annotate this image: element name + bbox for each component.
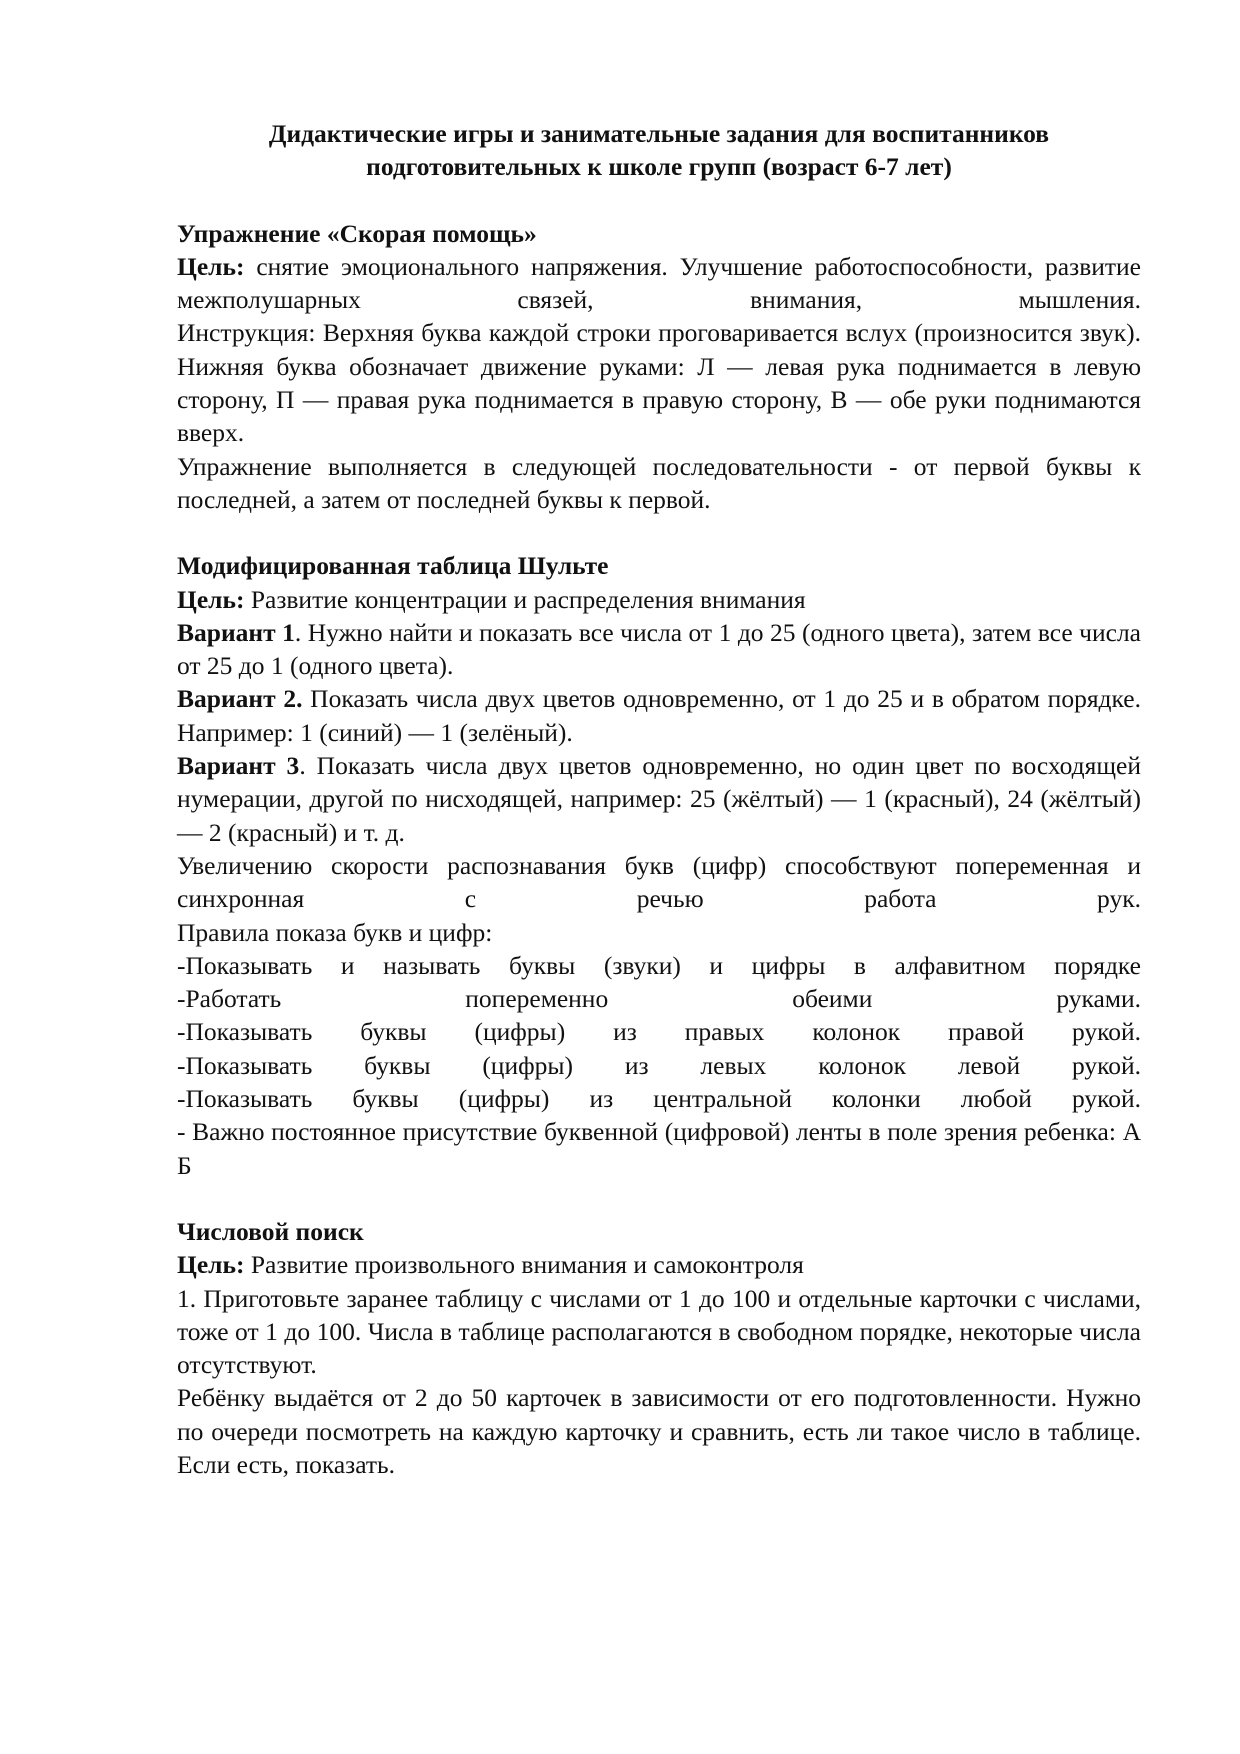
goal-label: Цель: — [177, 584, 245, 614]
variant-3-label: Вариант 3 — [177, 751, 300, 781]
variant-3-paragraph — [177, 749, 1141, 849]
rule-item-last: - Важно постоянное присутствие буквенной (цифровой) ленты в поле зрения ребенка: А Б — [177, 1117, 1141, 1180]
variant-1-paragraph — [177, 616, 1141, 683]
section-heading: Числовой поиск — [177, 1216, 364, 1246]
title-line-2: подготовительных к школе групп (возраст 6-7 лет) — [366, 152, 952, 182]
rule-item: -Показывать буквы (цифры) из левых колонок левой рукой. — [177, 1050, 1141, 1080]
goal-text: Развитие произвольного внимания и самоконтроля — [244, 1250, 804, 1280]
section-number-search — [177, 1215, 1141, 1481]
step-1-paragraph: 1. Приготовьте заранее таблицу с числами от 1 до 100 и отдельные карточки с числами, тоже от 1 до 100. Числа в таблице располагаются в свободном порядке, некоторые числа отсутствуют. — [177, 1283, 1141, 1380]
goal-paragraph — [177, 583, 1141, 616]
section-heading: Упражнение «Скорая помощь» — [177, 218, 537, 248]
rule-item: -Показывать буквы (цифры) из правых колонок правой рукой. — [177, 1017, 1141, 1047]
rule-item: -Показывать буквы (цифры) из центральной колонки любой рукой. — [177, 1084, 1141, 1114]
variant-1-label: Вариант 1 — [177, 617, 295, 647]
variant-2-paragraph — [177, 682, 1141, 749]
document-content — [177, 117, 1141, 1481]
rules-title: Правила показа букв и цифр: — [177, 917, 493, 947]
variant-2-text: Показать числа двух цветов одновременно, от 1 до 25 и в обратом порядке. Например: 1 (синий) — 1 (зелёный). — [177, 684, 1141, 747]
goal-paragraph — [177, 1248, 1141, 1281]
section-heading: Модифицированная таблица Шульте — [177, 551, 609, 581]
rule-item: -Работать попеременно обеими руками. — [177, 984, 1141, 1014]
cards-paragraph: Ребёнку выдаётся от 2 до 50 карточек в зависимости от его подготовленности. Нужно по очереди посмотреть на каждую карточку и сравнить, есть ли такое число в таблице. Если есть, показать. — [177, 1383, 1141, 1479]
page-title — [177, 117, 1141, 184]
speed-paragraph: Увеличению скорости распознавания букв (цифр) способствуют попеременная и синхронная с речью работа рук. — [177, 850, 1141, 914]
sequence-paragraph: Упражнение выполняется в следующей последовательности - от первой буквы к последней, а затем от последней буквы к первой. — [177, 451, 1141, 514]
goal-text: снятие эмоционального напряжения. Улучшение работоспособности, развитие межполушарных связей, внимания, мышления. — [177, 251, 1141, 315]
goal-label: Цель: — [177, 1250, 245, 1280]
variant-1-text: . Нужно найти и показать все числа от 1 до 25 (одного цвета), затем все числа от 25 до 1 (одного цвета). — [177, 617, 1141, 681]
section-first-aid — [177, 217, 1141, 517]
instruction-paragraph: Инструкция: Верхняя буква каждой строки проговаривается вслух (произносится звук). Нижняя буква обозначает движение руками: Л — левая рука поднимается в левую сторону, П — правая рука поднимается в правую сторону, В — обе руки поднимаются вверх. — [177, 318, 1141, 448]
goal-label: Цель: — [177, 251, 245, 281]
section-schulte-table — [177, 549, 1141, 1182]
title-line-1: Дидактические игры и занимательные задания для воспитанников — [268, 119, 1050, 148]
goal-paragraph — [177, 250, 1141, 317]
goal-text: Развитие концентрации и распределения внимания — [244, 584, 806, 614]
variant-3-text: . Показать числа двух цветов одновременно, но один цвет по восходящей нумерации, другой по нисходящей, например: 25 (жёлтый) — 1 (красный), 24 (жёлтый) — 2 (красный) и т. д. — [177, 751, 1141, 847]
variant-2-label: Вариант 2. — [177, 684, 303, 714]
rule-item: -Показывать и называть буквы (звуки) и цифры в алфавитном порядке — [177, 950, 1141, 980]
